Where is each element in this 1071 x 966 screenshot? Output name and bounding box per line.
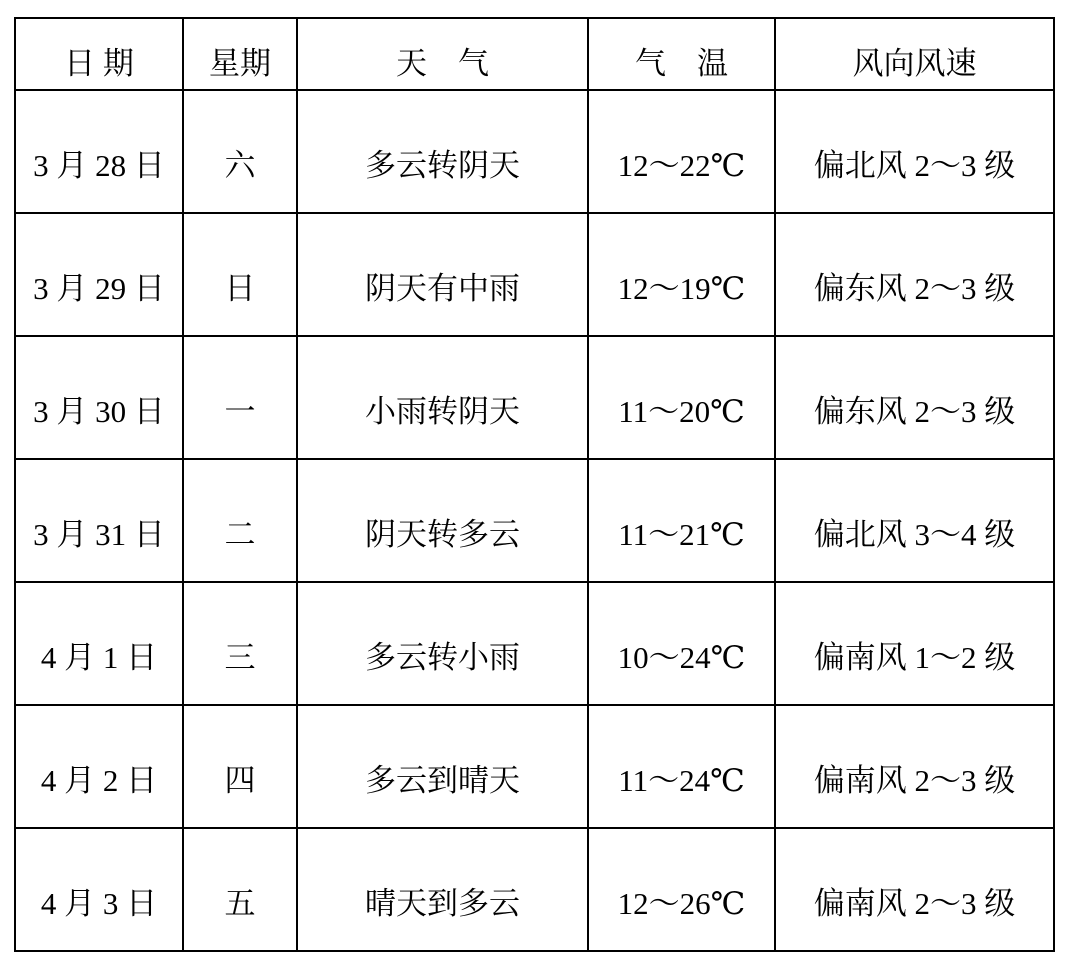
cell-weather: 多云转阴天 [297, 90, 588, 213]
cell-wind: 偏南风 1～2 级 [775, 582, 1054, 705]
cell-temperature: 12～26℃ [588, 828, 775, 951]
weather-forecast-table [14, 17, 1055, 952]
cell-temperature: 11～20℃ [588, 336, 775, 459]
table-row [15, 459, 1054, 582]
header-wind: 风向风速 [775, 18, 1054, 90]
header-temperature: 气 温 [588, 18, 775, 90]
cell-date: 3 月 31 日 [15, 459, 183, 582]
cell-weather: 小雨转阴天 [297, 336, 588, 459]
table-row [15, 336, 1054, 459]
cell-wind: 偏北风 3～4 级 [775, 459, 1054, 582]
cell-weekday: 日 [183, 213, 297, 336]
cell-weather: 阴天转多云 [297, 459, 588, 582]
cell-temperature: 10～24℃ [588, 582, 775, 705]
cell-wind: 偏东风 2～3 级 [775, 213, 1054, 336]
header-weekday: 星期 [183, 18, 297, 90]
cell-date: 3 月 30 日 [15, 336, 183, 459]
cell-date: 4 月 1 日 [15, 582, 183, 705]
cell-weekday: 一 [183, 336, 297, 459]
cell-wind: 偏南风 2～3 级 [775, 705, 1054, 828]
cell-temperature: 12～22℃ [588, 90, 775, 213]
cell-date: 3 月 29 日 [15, 213, 183, 336]
table-body [15, 90, 1054, 951]
cell-temperature: 11～21℃ [588, 459, 775, 582]
cell-weekday: 二 [183, 459, 297, 582]
cell-wind: 偏东风 2～3 级 [775, 336, 1054, 459]
table-row [15, 90, 1054, 213]
cell-weekday: 六 [183, 90, 297, 213]
cell-weekday: 三 [183, 582, 297, 705]
table-row [15, 828, 1054, 951]
table-header-row [15, 18, 1054, 90]
cell-temperature: 12～19℃ [588, 213, 775, 336]
cell-wind: 偏北风 2～3 级 [775, 90, 1054, 213]
cell-weather: 晴天到多云 [297, 828, 588, 951]
header-date: 日 期 [15, 18, 183, 90]
cell-weather: 多云转小雨 [297, 582, 588, 705]
cell-weekday: 四 [183, 705, 297, 828]
header-weather: 天 气 [297, 18, 588, 90]
table-row [15, 213, 1054, 336]
cell-temperature: 11～24℃ [588, 705, 775, 828]
table-row [15, 582, 1054, 705]
cell-date: 4 月 3 日 [15, 828, 183, 951]
cell-date: 4 月 2 日 [15, 705, 183, 828]
cell-date: 3 月 28 日 [15, 90, 183, 213]
cell-wind: 偏南风 2～3 级 [775, 828, 1054, 951]
cell-weekday: 五 [183, 828, 297, 951]
cell-weather: 阴天有中雨 [297, 213, 588, 336]
table-row [15, 705, 1054, 828]
cell-weather: 多云到晴天 [297, 705, 588, 828]
